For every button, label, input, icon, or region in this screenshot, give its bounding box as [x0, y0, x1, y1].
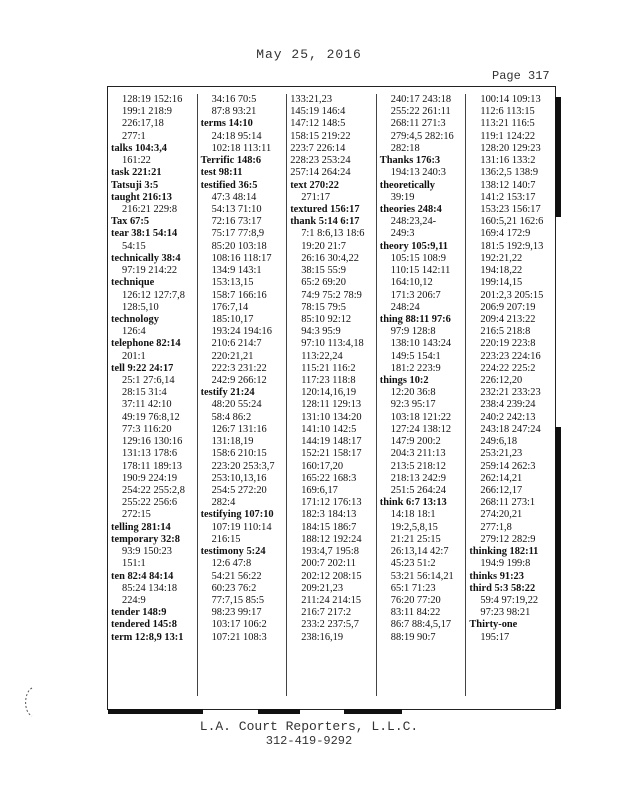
- index-headword-entry: tender 148:9: [111, 607, 167, 619]
- index-page-line-entry: 78:15 79:5: [301, 301, 346, 313]
- index-page-line-entry: 202:12 208:15: [301, 570, 362, 582]
- index-page-line-entry: 223:20 253:3,7: [211, 460, 275, 472]
- index-page-line-entry: 74:9 75:2 78:9: [301, 289, 362, 301]
- index-page-line-entry: 204:3 211:13: [390, 448, 446, 460]
- index-page-line-entry: 127:24 138:12: [390, 423, 452, 435]
- index-headword-entry: testimony 5:24: [200, 546, 266, 558]
- index-page-line-entry: 72:16 73:17: [211, 216, 262, 228]
- index-headword-entry: term 12:8,9 13:1: [111, 631, 184, 643]
- index-page-line-entry: 34:16 70:5: [211, 94, 257, 105]
- index-page-line-entry: 136:2,5 138:9: [480, 167, 539, 179]
- index-page-line-entry: 120:14,16,19: [301, 387, 357, 399]
- index-columns: [108, 94, 555, 696]
- index-page-line-entry: 262:14,21: [480, 472, 523, 484]
- index-page-line-entry: 128:20 129:23: [480, 142, 541, 154]
- index-page-line-entry: 97:23 98:21: [480, 607, 531, 619]
- index-page-line-entry: 133:21,23: [290, 94, 333, 105]
- index-page-line-entry: 126:7 131:16: [211, 423, 267, 435]
- index-page-line-entry: 223:23 224:16: [480, 350, 541, 362]
- index-headword-entry: task 221:21: [111, 167, 162, 179]
- word-index-frame: [107, 86, 556, 710]
- index-page-line-entry: 206:9 207:19: [480, 301, 536, 313]
- index-page-line-entry: 149:5 154:1: [390, 350, 441, 362]
- index-headword-entry: theories 248:4: [379, 203, 442, 215]
- index-page-line-entry: 103:17 106:2: [211, 619, 267, 631]
- index-page-line-entry: 209:4 213:22: [480, 313, 536, 325]
- index-page-line-entry: 253:21,23: [480, 448, 523, 460]
- index-page-line-entry: 224:22 225:2: [480, 362, 536, 374]
- index-page-line-entry: 271:17: [301, 191, 331, 203]
- index-headword-entry: Tax 67:5: [111, 216, 150, 228]
- index-headword-entry: thinking 182:11: [469, 546, 539, 558]
- index-page-line-entry: 199:1 218:9: [122, 106, 172, 118]
- index-headword-entry: Tatsuji 3:5: [111, 179, 159, 191]
- index-page-line-entry: 131:10 134:20: [301, 411, 362, 423]
- index-page-line-entry: 19:20 21:7: [301, 240, 346, 252]
- index-page-line-entry: 161:22: [122, 155, 151, 167]
- index-page-line-entry: 232:21 233:23: [480, 387, 541, 399]
- index-page-line-entry: 12:6 47:8: [211, 558, 252, 570]
- index-headword-entry: thing 88:11 97:6: [379, 313, 451, 325]
- index-page-line-entry: 240:2 242:13: [480, 411, 536, 423]
- page-number: Page 317: [492, 69, 550, 83]
- binder-hole-mark: [20, 686, 36, 718]
- index-page-line-entry: 128:5,10: [122, 301, 159, 313]
- index-page-line-entry: 113:22,24: [301, 350, 343, 362]
- index-page-line-entry: 194:13 240:3: [390, 167, 446, 179]
- index-page-line-entry: 226:17,18: [122, 118, 164, 130]
- index-page-line-entry: 274:20,21: [480, 509, 523, 521]
- index-headword-entry: testify 21:24: [200, 387, 255, 399]
- index-page-line-entry: 98:23 99:17: [211, 607, 262, 619]
- index-page-line-entry: 49:19 76:8,12: [122, 411, 180, 423]
- index-page-line-entry: 253:10,13,16: [211, 472, 267, 484]
- index-headword-entry: testifying 107:10: [200, 509, 274, 521]
- index-page-line-entry: 119:1 124:22: [480, 130, 536, 142]
- index-headword-entry: Terrific 148:6: [200, 155, 262, 167]
- index-page-line-entry: 138:12 140:7: [480, 179, 536, 191]
- index-page-line-entry: 145:19 146:4: [290, 106, 346, 118]
- index-page-line-entry: 12:20 36:8: [390, 387, 436, 399]
- index-page-line-entry: 199:14,15: [480, 277, 523, 289]
- index-page-line-entry: 102:18 113:11: [211, 142, 272, 154]
- index-page-line-entry: 92:3 95:17: [390, 399, 436, 411]
- index-page-line-entry: 60:23 76:2: [211, 582, 257, 594]
- court-reporter-phone: 312-419-9292: [265, 734, 353, 748]
- index-page-line-entry: 85:24 134:18: [122, 582, 178, 594]
- index-page-line-entry: 254:22 255:2,8: [122, 485, 185, 496]
- court-reporter-name: L.A. Court Reporters, L.L.C.: [199, 719, 419, 734]
- index-headword-entry: thinks 91:23: [469, 570, 524, 582]
- index-page-line-entry: 100:14 109:13: [480, 94, 541, 105]
- index-page-line-entry: 165:22 168:3: [301, 472, 357, 484]
- index-page-line-entry: 171:3 206:7: [390, 289, 441, 301]
- scan-edge-mark: [258, 709, 300, 714]
- index-headword-entry: textured 156:17: [290, 203, 360, 215]
- index-page-line-entry: 240:17 243:18: [390, 94, 452, 105]
- index-page-line-entry: 218:13 242:9: [390, 472, 446, 484]
- index-page-line-entry: 224:9: [122, 594, 146, 606]
- index-page-line-entry: 248:23,24-: [390, 216, 437, 228]
- index-page-line-entry: 243:18 247:24: [480, 423, 541, 435]
- index-page-line-entry: 255:22 256:6: [122, 497, 178, 509]
- scan-edge-mark: [555, 97, 561, 217]
- index-headword-entry: third 5:3 58:22: [469, 582, 536, 594]
- index-page-line-entry: 28:15 31:4: [122, 387, 167, 399]
- index-page-line-entry: 129:16 130:16: [122, 436, 183, 448]
- index-headword-entry: Thanks 176:3: [379, 155, 441, 167]
- index-column-4: [376, 94, 466, 696]
- index-page-line-entry: 158:15 219:22: [290, 130, 351, 142]
- index-page-line-entry: 184:15 186:7: [301, 521, 357, 533]
- index-headword-entry: terms 14:10: [200, 118, 253, 130]
- index-page-line-entry: 25:1 27:6,14: [122, 375, 175, 387]
- index-column-3: [286, 94, 376, 696]
- index-page-line-entry: 26:13,14 42:7: [390, 546, 449, 558]
- index-headword-entry: technically 38:4: [111, 252, 181, 264]
- index-page-line-entry: 238:16,19: [301, 631, 344, 643]
- index-page-line-entry: 249:6,18: [480, 436, 518, 448]
- index-page-line-entry: 45:23 51:2: [390, 558, 436, 570]
- index-page-line-entry: 141:10 142:5: [301, 423, 357, 435]
- index-page-line-entry: 279:4,5 282:16: [390, 130, 454, 142]
- index-page-line-entry: 134:9 143:1: [211, 265, 262, 277]
- index-page-line-entry: 131:13 178:6: [122, 448, 178, 460]
- index-page-line-entry: 85:10 92:12: [301, 313, 352, 325]
- index-page-line-entry: 216:7 217:2: [301, 607, 352, 619]
- index-page-line-entry: 75:17 77:8,9: [211, 228, 265, 240]
- index-page-line-entry: 194:9 199:8: [480, 558, 531, 570]
- index-page-line-entry: 93:9 150:23: [122, 546, 172, 558]
- index-page-line-entry: 85:20 103:18: [211, 240, 267, 252]
- index-page-line-entry: 147:9 200:2: [390, 436, 441, 448]
- index-page-line-entry: 88:19 90:7: [390, 631, 436, 643]
- index-page-line-entry: 255:22 261:11: [390, 106, 451, 118]
- index-page-line-entry: 65:2 69:20: [301, 277, 346, 289]
- index-page-line-entry: 210:6 214:7: [211, 338, 262, 350]
- index-page-line-entry: 97:9 128:8: [390, 326, 436, 338]
- index-page-line-entry: 117:23 118:8: [301, 375, 356, 387]
- index-headword-entry: temporary 32:8: [111, 533, 180, 545]
- index-page-line-entry: 277:1: [122, 130, 146, 142]
- index-page-line-entry: 87:8 93:21: [211, 106, 257, 118]
- index-headword-entry: talks 104:3,4: [111, 142, 167, 154]
- index-page-line-entry: 107:21 108:3: [211, 631, 267, 643]
- index-page-line-entry: 223:7 226:14: [290, 142, 346, 154]
- index-page-line-entry: 14:18 18:1: [390, 509, 436, 521]
- index-page-line-entry: 201:2,3 205:15: [480, 289, 544, 301]
- index-page-line-entry: 193:24 194:16: [211, 326, 272, 338]
- index-headword-entry: testified 36:5: [200, 179, 258, 191]
- index-page-line-entry: 251:5 264:24: [390, 485, 446, 496]
- index-page-line-entry: 126:4: [122, 326, 146, 338]
- index-page-line-entry: 242:9 266:12: [211, 375, 267, 387]
- index-page-line-entry: 76:20 77:20: [390, 594, 441, 606]
- index-page-line-entry: 21:21 25:15: [390, 533, 441, 545]
- index-page-line-entry: 209:21,23: [301, 582, 344, 594]
- index-page-line-entry: 272:15: [122, 509, 151, 521]
- index-page-line-entry: 131:18,19: [211, 436, 254, 448]
- index-page-line-entry: 141:2 153:17: [480, 191, 536, 203]
- index-page-line-entry: 171:12 176:13: [301, 497, 362, 509]
- index-headword-entry: ten 82:4 84:14: [111, 570, 174, 582]
- index-column-2: [197, 94, 287, 696]
- index-page-line-entry: 169:6,17: [301, 485, 338, 496]
- index-page-line-entry: 254:5 272:20: [211, 485, 267, 496]
- index-page-line-entry: 115:21 116:2: [301, 362, 356, 374]
- index-page-line-entry: 160:17,20: [301, 460, 344, 472]
- index-page-line-entry: 152:21 158:17: [301, 448, 362, 460]
- index-headword-entry: think 6:7 13:13: [379, 497, 447, 509]
- index-page-line-entry: 160:5,21 162:6: [480, 216, 544, 228]
- index-page-line-entry: 77:3 116:20: [122, 423, 172, 435]
- index-page-line-entry: 113:21 116:5: [480, 118, 535, 130]
- index-page-line-entry: 220:19 223:8: [480, 338, 536, 350]
- index-page-line-entry: 110:15 142:11: [390, 265, 451, 277]
- index-page-line-entry: 131:16 133:2: [480, 155, 536, 167]
- index-headword-entry: things 10:2: [379, 375, 429, 387]
- index-headword-entry: theoretically: [379, 179, 435, 191]
- index-page-line-entry: 103:18 121:22: [390, 411, 452, 423]
- index-page-line-entry: 53:21 56:14,21: [390, 570, 454, 582]
- index-headword-entry: tear 38:1 54:14: [111, 228, 178, 240]
- index-page-line-entry: 77:7,15 85:5: [211, 594, 265, 606]
- index-page-line-entry: 128:11 129:13: [301, 399, 362, 411]
- index-page-line-entry: 259:14 262:3: [480, 460, 536, 472]
- index-page-line-entry: 190:9 224:19: [122, 472, 178, 484]
- index-page-line-entry: 158:7 166:16: [211, 289, 267, 301]
- index-page-line-entry: 24:18 95:14: [211, 130, 262, 142]
- index-page-line-entry: 233:2 237:5,7: [301, 619, 359, 631]
- index-page-line-entry: 195:17: [480, 631, 510, 643]
- index-page-line-entry: 54:15: [122, 240, 146, 252]
- index-page-line-entry: 222:3 231:22: [211, 362, 267, 374]
- index-headword-entry: taught 216:13: [111, 191, 172, 203]
- index-page-line-entry: 182:3 184:13: [301, 509, 357, 521]
- scan-edge-mark: [344, 709, 402, 714]
- index-page-line-entry: 105:15 108:9: [390, 252, 446, 264]
- index-page-line-entry: 178:11 189:13: [122, 460, 182, 472]
- index-page-line-entry: 194:18,22: [480, 265, 523, 277]
- index-page-line-entry: 277:1,8: [480, 521, 512, 533]
- index-page-line-entry: 128:19 152:16: [122, 94, 183, 105]
- index-page-line-entry: 200:7 202:11: [301, 558, 356, 570]
- index-headword-entry: thank 5:14 6:17: [290, 216, 360, 228]
- index-page-line-entry: 48:20 55:24: [211, 399, 262, 411]
- index-page-line-entry: 153:23 156:17: [480, 203, 541, 215]
- index-page-line-entry: 97:19 214:22: [122, 265, 178, 277]
- index-column-5: [465, 94, 555, 696]
- index-page-line-entry: 26:16 30:4,22: [301, 252, 359, 264]
- index-page-line-entry: 164:10,12: [390, 277, 433, 289]
- index-page-line-entry: 83:11 84:22: [390, 607, 441, 619]
- index-headword-entry: text 270:22: [290, 179, 339, 191]
- index-page-line-entry: 158:6 210:15: [211, 448, 267, 460]
- index-page-line-entry: 37:11 42:10: [122, 399, 172, 411]
- index-page-line-entry: 211:24 214:15: [301, 594, 362, 606]
- index-page-line-entry: 126:12 127:7,8: [122, 289, 185, 301]
- index-page-line-entry: 188:12 192:24: [301, 533, 362, 545]
- index-page-line-entry: 185:10,17: [211, 313, 254, 325]
- index-page-line-entry: 268:11 273:1: [480, 497, 536, 509]
- index-page-line-entry: 192:21,22: [480, 252, 523, 264]
- index-page-line-entry: 47:3 48:14: [211, 191, 257, 203]
- index-page-line-entry: 112:6 113:15: [480, 106, 535, 118]
- index-page-line-entry: 94:3 95:9: [301, 326, 341, 338]
- index-page-line-entry: 176:7,14: [211, 301, 249, 313]
- index-page-line-entry: 108:16 118:17: [211, 252, 272, 264]
- index-headword-entry: tendered 145:8: [111, 619, 177, 631]
- index-headword-entry: technique: [111, 277, 155, 289]
- index-page-line-entry: 107:19 110:14: [211, 521, 272, 533]
- index-headword-entry: tell 9:22 24:17: [111, 362, 174, 374]
- index-page-line-entry: 268:11 271:3: [390, 118, 446, 130]
- index-page-line-entry: 216:15: [211, 533, 241, 545]
- index-page-line-entry: 97:10 113:4,18: [301, 338, 364, 350]
- index-page-line-entry: 282:4: [211, 497, 236, 509]
- index-page-line-entry: 54:13 71:10: [211, 203, 262, 215]
- index-page-line-entry: 169:4 172:9: [480, 228, 531, 240]
- index-page-line-entry: 266:12,17: [480, 485, 523, 496]
- index-page-line-entry: 153:13,15: [211, 277, 254, 289]
- index-headword-entry: Thirty-one: [469, 619, 518, 631]
- index-headword-entry: technology: [111, 313, 159, 325]
- index-page-line-entry: 193:4,7 195:8: [301, 546, 359, 558]
- index-headword-entry: telephone 82:14: [111, 338, 181, 350]
- index-page-line-entry: 144:19 148:17: [301, 436, 362, 448]
- index-page-line-entry: 181:2 223:9: [390, 362, 441, 374]
- index-headword-entry: telling 281:14: [111, 521, 171, 533]
- index-page-line-entry: 282:18: [390, 142, 420, 154]
- index-page-line-entry: 86:7 88:4,5,17: [390, 619, 452, 631]
- index-page-line-entry: 7:1 8:6,13 18:6: [301, 228, 365, 240]
- index-page-line-entry: 59:4 97:19,22: [480, 594, 539, 606]
- index-page-line-entry: 248:24: [390, 301, 420, 313]
- scan-edge-mark: [108, 709, 203, 714]
- index-page-line-entry: 279:12 282:9: [480, 533, 536, 545]
- index-page-line-entry: 39:19: [390, 191, 415, 203]
- index-page-line-entry: 216:5 218:8: [480, 326, 531, 338]
- index-page-line-entry: 58:4 86:2: [211, 411, 252, 423]
- index-page-line-entry: 226:12,20: [480, 375, 523, 387]
- index-page-line-entry: 181:5 192:9,13: [480, 240, 544, 252]
- index-page-line-entry: 201:1: [122, 350, 146, 362]
- index-page-line-entry: 238:4 239:24: [480, 399, 536, 411]
- index-page-line-entry: 138:10 143:24: [390, 338, 452, 350]
- index-page-line-entry: 257:14 264:24: [290, 167, 351, 179]
- index-page-line-entry: 38:15 55:9: [301, 265, 346, 277]
- index-page-line-entry: 220:21,21: [211, 350, 254, 362]
- index-headword-entry: theory 105:9,11: [379, 240, 448, 252]
- index-page-line-entry: 151:1: [122, 558, 146, 570]
- scan-edge-mark: [555, 427, 561, 709]
- deposition-date: May 25, 2016: [256, 47, 362, 62]
- index-page-line-entry: 54:21 56:22: [211, 570, 262, 582]
- index-page-line-entry: 228:23 253:24: [290, 155, 351, 167]
- index-page-line-entry: 249:3: [390, 228, 415, 240]
- index-page-line-entry: 147:12 148:5: [290, 118, 346, 130]
- index-page-line-entry: 65:1 71:23: [390, 582, 436, 594]
- index-headword-entry: test 98:11: [200, 167, 243, 179]
- index-page-line-entry: 19:2,5,8,15: [390, 521, 438, 533]
- index-page-line-entry: 216:21 229:8: [122, 203, 178, 215]
- index-page-line-entry: 213:5 218:12: [390, 460, 446, 472]
- index-column-1: [108, 94, 197, 696]
